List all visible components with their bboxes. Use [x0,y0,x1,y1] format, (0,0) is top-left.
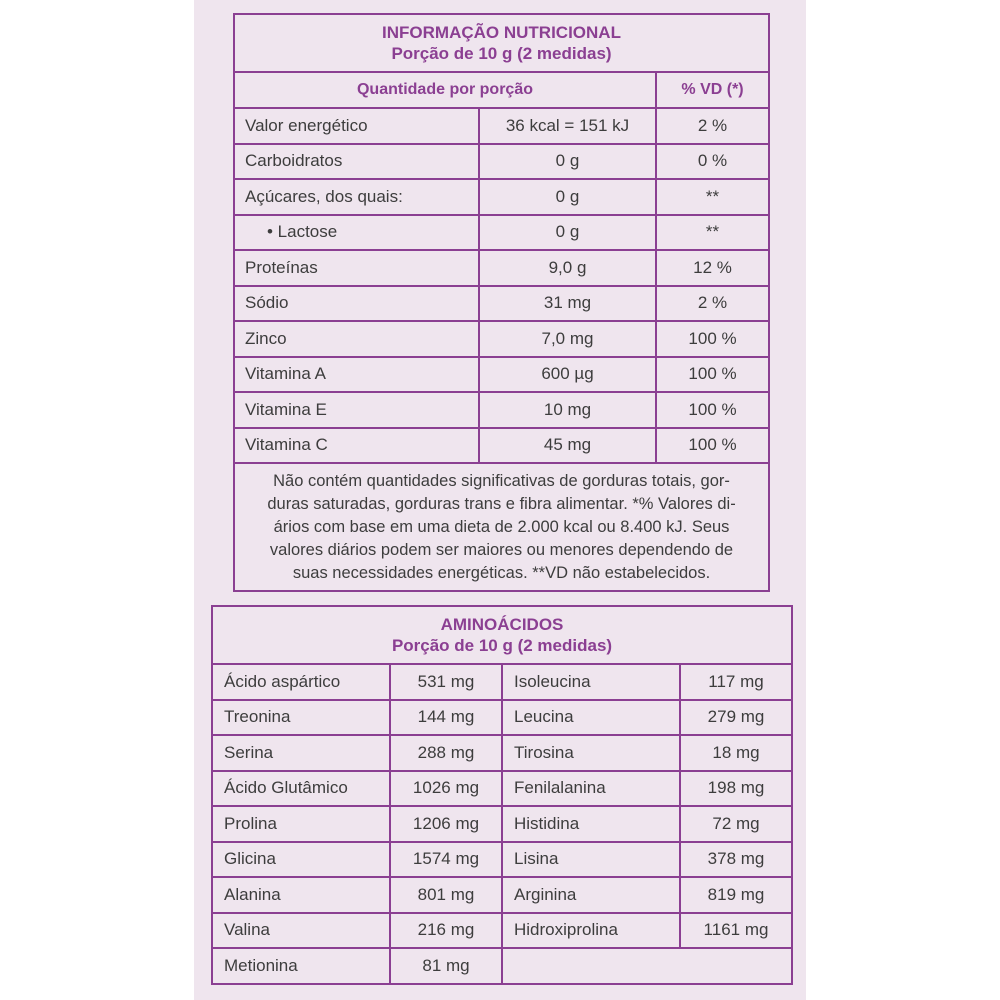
amino-row [212,735,792,771]
amino-name: Valina [212,913,390,949]
amino-amount: 117 mg [680,664,792,700]
amino-row [212,913,792,949]
amino-name: Leucina [502,700,680,736]
nutrition-title: INFORMAÇÃO NUTRICIONAL [382,23,621,42]
nutrient-name: Vitamina E [234,392,479,428]
nutrient-name: Proteínas [234,250,479,286]
nutrient-row [234,428,769,464]
amino-row [212,948,792,984]
amino-amount: 531 mg [390,664,502,700]
footnote-line: suas necessidades energéticas. **VD não estabelecidos. [292,563,711,582]
nutrient-vd: 100 % [656,321,769,357]
amino-name: Fenilalanina [502,771,680,807]
empty-cell [502,948,792,984]
amino-name: Ácido aspártico [212,664,390,700]
amino-row [212,806,792,842]
nutrient-amount: 9,0 g [479,250,656,286]
footnote-line: Não contém quantidades significativas de gorduras totais, gor- [273,471,730,490]
nutrient-vd: 2 % [656,286,769,322]
amino-amount: 279 mg [680,700,792,736]
amino-name: Prolina [212,806,390,842]
nutrient-vd: ** [656,179,769,215]
amino-acids-table [211,605,793,985]
nutrient-amount: 10 mg [479,392,656,428]
amino-amount: 1206 mg [390,806,502,842]
amino-row [212,700,792,736]
amino-row [212,877,792,913]
nutrient-amount: 36 kcal = 151 kJ [479,108,656,144]
amino-amount: 801 mg [390,877,502,913]
nutrient-row [234,321,769,357]
amino-row [212,771,792,807]
nutrient-amount: 0 g [479,144,656,180]
amino-amount: 1026 mg [390,771,502,807]
amino-name: Alanina [212,877,390,913]
nutrient-name: Valor energético [234,108,479,144]
amino-amount: 144 mg [390,700,502,736]
amino-name: Metionina [212,948,390,984]
nutrient-vd: 0 % [656,144,769,180]
nutrient-row [234,392,769,428]
nutrient-amount: 0 g [479,179,656,215]
nutrient-row [234,179,769,215]
nutrient-row [234,357,769,393]
amino-amount: 72 mg [680,806,792,842]
amino-amount: 216 mg [390,913,502,949]
amino-name: Isoleucina [502,664,680,700]
amino-amount: 378 mg [680,842,792,878]
nutrition-portion: Porção de 10 g (2 medidas) [391,44,612,63]
nutrient-amount: 0 g [479,215,656,251]
nutrient-vd: 100 % [656,392,769,428]
nutrient-amount: 31 mg [479,286,656,322]
amino-amount: 1161 mg [680,913,792,949]
amino-title: AMINOÁCIDOS [440,615,564,634]
amino-amount: 1574 mg [390,842,502,878]
amino-header [212,606,792,664]
nutrition-footnote [234,463,769,591]
nutrient-vd: 100 % [656,428,769,464]
footnote-line: valores diários podem ser maiores ou menores dependendo de [269,540,734,559]
amino-amount: 81 mg [390,948,502,984]
nutrient-amount: 45 mg [479,428,656,464]
nutrient-name: Açúcares, dos quais: [234,179,479,215]
nutrient-vd: 12 % [656,250,769,286]
amino-amount: 198 mg [680,771,792,807]
nutrient-amount: 600 µg [479,357,656,393]
amino-name: Arginina [502,877,680,913]
nutrient-vd: 2 % [656,108,769,144]
nutrient-name: Vitamina C [234,428,479,464]
amino-amount: 18 mg [680,735,792,771]
nutrient-name: Carboidratos [234,144,479,180]
header-vd: % VD (*) [656,72,769,108]
nutrient-row [234,144,769,180]
nutrient-amount: 7,0 mg [479,321,656,357]
amino-portion: Porção de 10 g (2 medidas) [391,636,613,655]
nutrition-facts-table [233,13,770,592]
nutrient-name: Zinco [234,321,479,357]
amino-name: Tirosina [502,735,680,771]
amino-name: Serina [212,735,390,771]
amino-amount: 819 mg [680,877,792,913]
footnote-line: duras saturadas, gorduras trans e fibra alimentar. *% Valores di- [267,494,736,513]
amino-name: Glicina [212,842,390,878]
amino-name: Lisina [502,842,680,878]
nutrient-name: Sódio [234,286,479,322]
nutrient-vd: ** [656,215,769,251]
amino-name: Treonina [212,700,390,736]
amino-name: Ácido Glutâmico [212,771,390,807]
nutrient-row [234,286,769,322]
amino-row [212,664,792,700]
nutrient-row [234,250,769,286]
amino-name: Hidroxiprolina [502,913,680,949]
nutrient-name: Vitamina A [234,357,479,393]
nutrient-row [234,108,769,144]
nutrient-row [234,215,769,251]
amino-amount: 288 mg [390,735,502,771]
nutrient-name: • Lactose [234,215,479,251]
header-quantity: Quantidade por porção [234,72,656,108]
amino-row [212,842,792,878]
nutrient-vd: 100 % [656,357,769,393]
footnote-line: ários com base em uma dieta de 2.000 kcal ou 8.400 kJ. Seus [273,517,730,536]
nutrition-header [234,14,769,72]
amino-name: Histidina [502,806,680,842]
